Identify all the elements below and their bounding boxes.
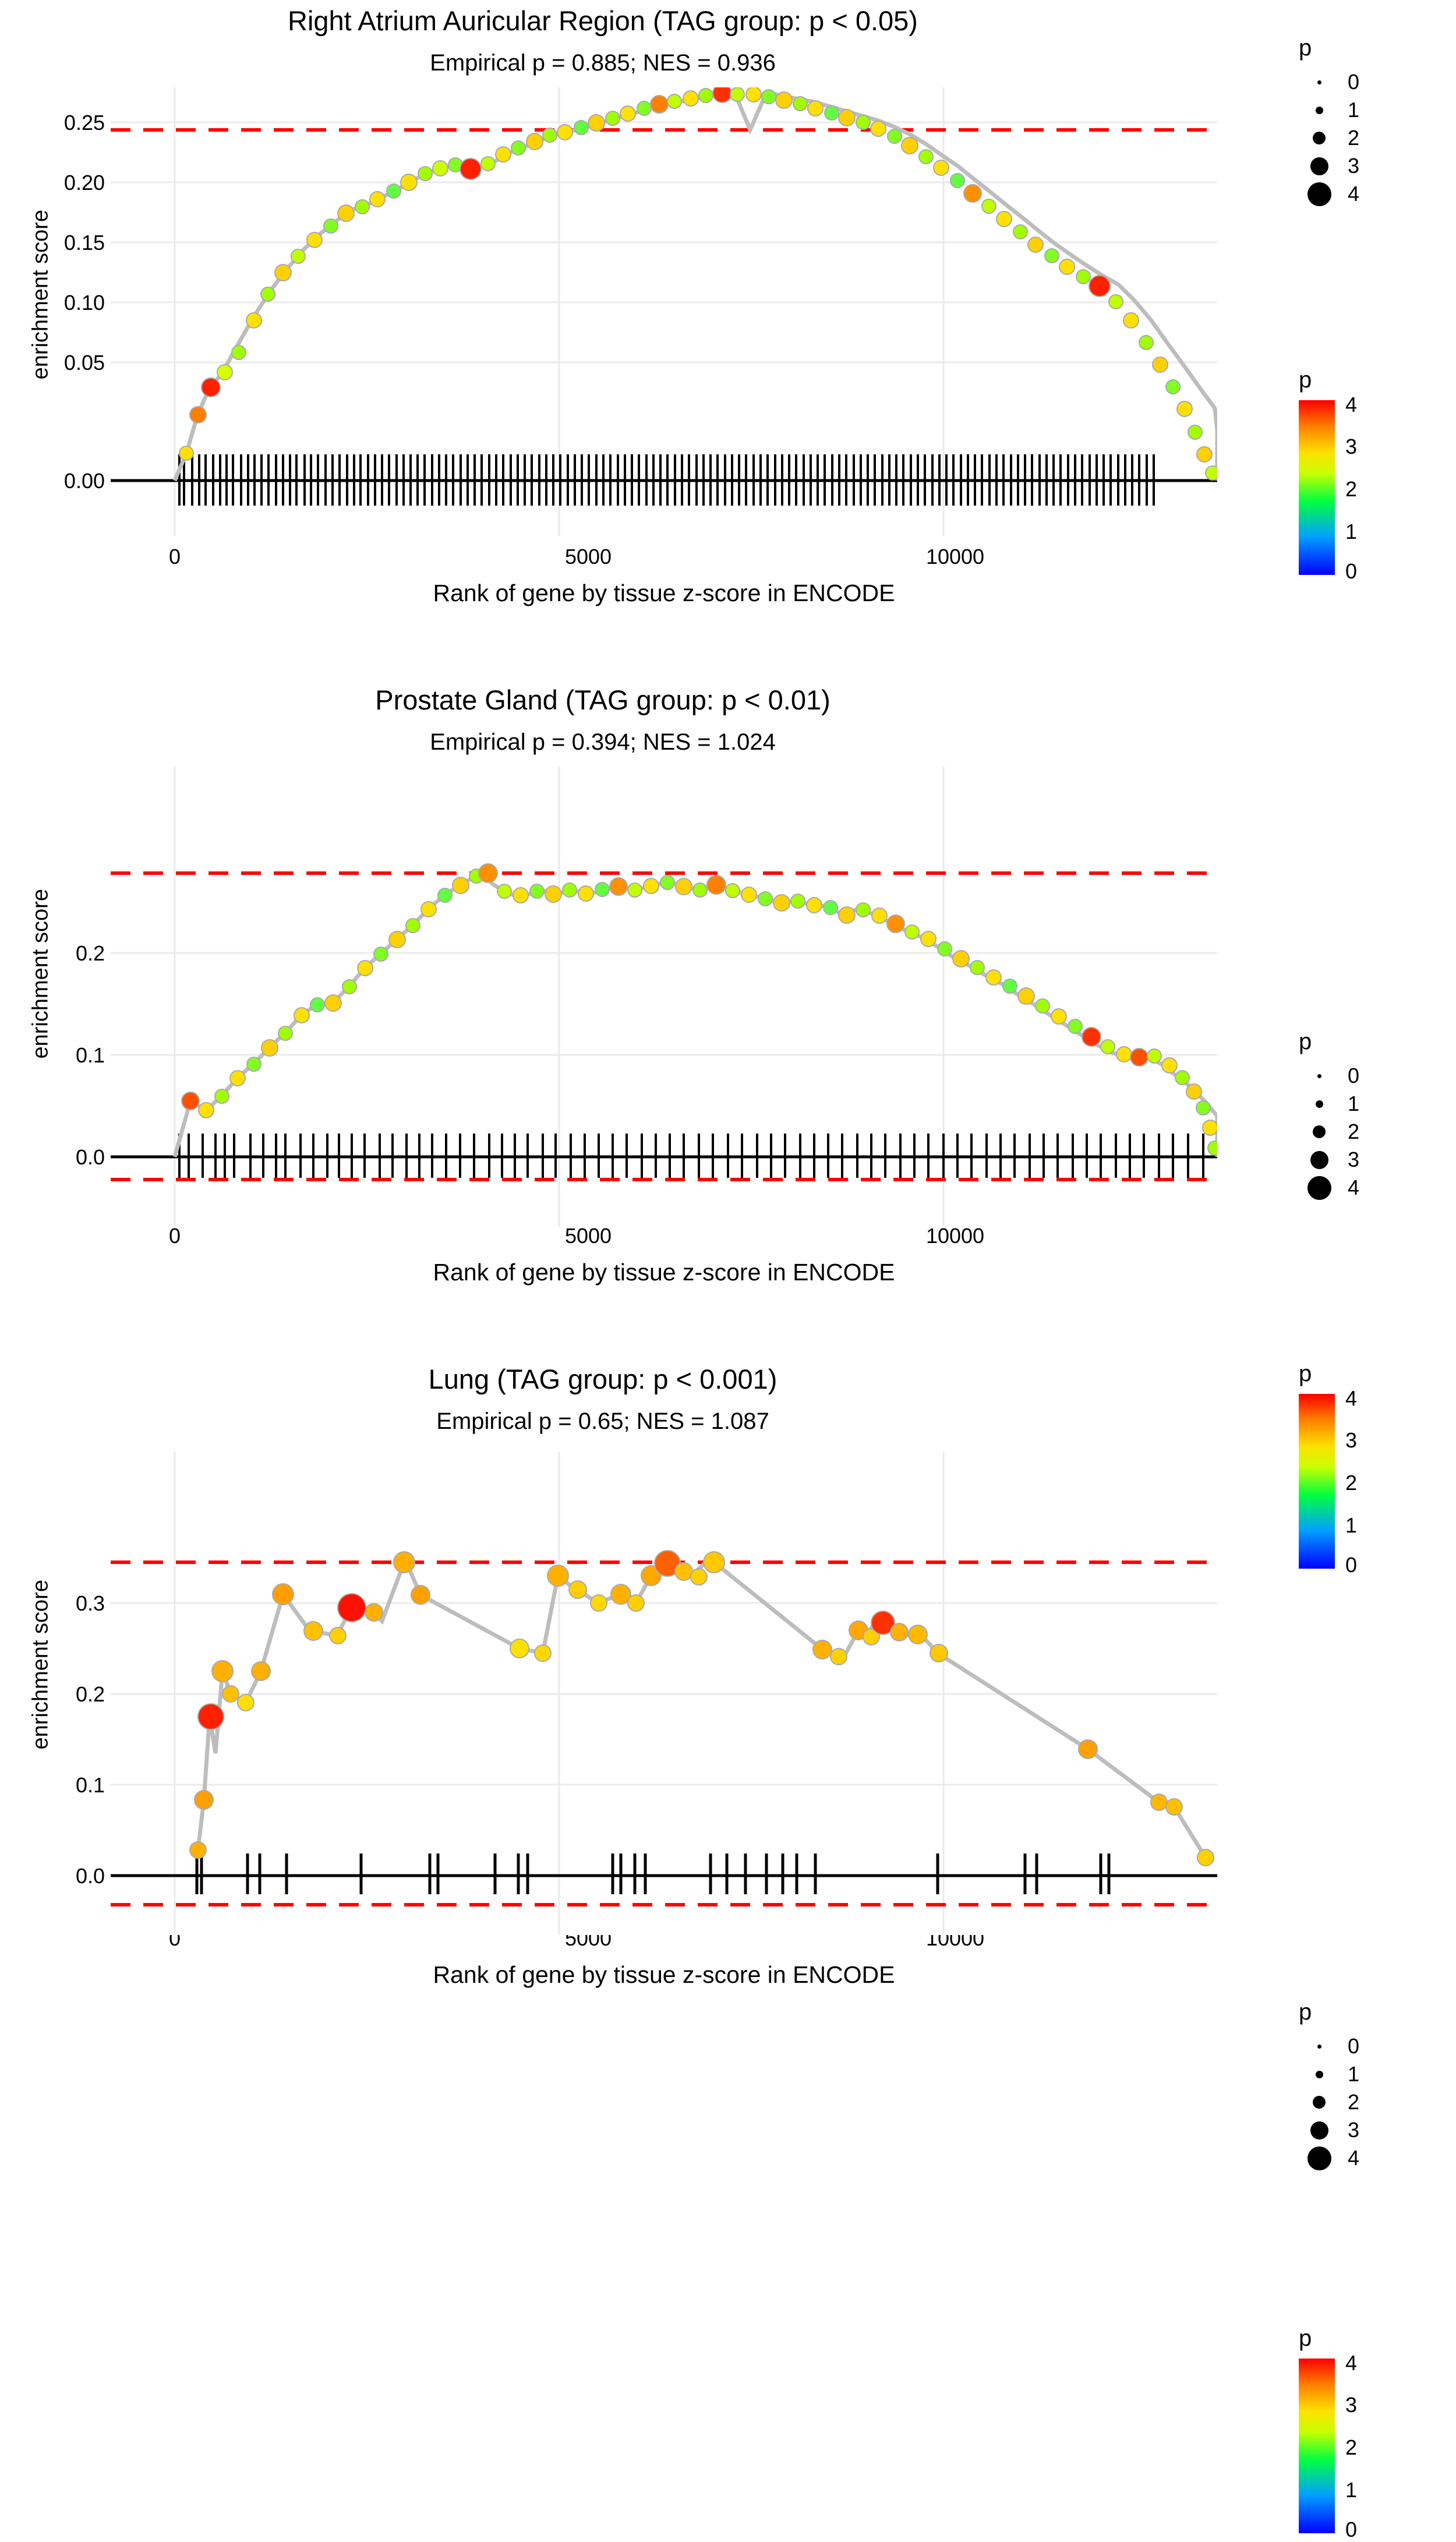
size-legend-title: p bbox=[1299, 1029, 1312, 1054]
legend-label: 0 bbox=[1348, 70, 1360, 94]
x-tick: 10000 bbox=[925, 1926, 985, 1950]
color-gradient-bar bbox=[1299, 400, 1335, 575]
x-tick: 0 bbox=[168, 1224, 181, 1248]
legend-item bbox=[1299, 1062, 1456, 1090]
legend-dot-icon bbox=[1299, 2121, 1340, 2139]
legend-dot-icon bbox=[1299, 132, 1340, 144]
color-tick: 3 bbox=[1345, 435, 1358, 458]
legend-item bbox=[1299, 2144, 1456, 2172]
panel-title: Prostate Gland (TAG group: p < 0.01) bbox=[375, 684, 831, 715]
y-tick: 0.25 bbox=[63, 111, 105, 135]
y-tick: 0.05 bbox=[63, 351, 105, 375]
y-tick: 0.2 bbox=[75, 1682, 105, 1706]
y-tick: 0.10 bbox=[63, 291, 105, 315]
color-tick: 2 bbox=[1345, 1471, 1358, 1495]
size-legend-title: p bbox=[1299, 35, 1312, 61]
legend-label: 1 bbox=[1348, 1092, 1360, 1115]
color-tick: 1 bbox=[1345, 2478, 1358, 2502]
color-tick: 1 bbox=[1345, 1513, 1358, 1537]
legend-dot-icon bbox=[1299, 2071, 1340, 2078]
x-axis-label: Rank of gene by tissue z-score in ENCODE bbox=[433, 1259, 895, 1286]
plot-canvas bbox=[111, 1452, 1217, 1935]
legend-item bbox=[1299, 96, 1456, 124]
plot-canvas bbox=[111, 767, 1217, 1227]
legend-item bbox=[1299, 152, 1456, 180]
legend-dot-icon bbox=[1299, 1125, 1340, 1138]
x-axis-label: Rank of gene by tissue z-score in ENCODE bbox=[433, 580, 895, 606]
x-tick: 5000 bbox=[564, 545, 612, 569]
legend-dot-icon bbox=[1299, 2096, 1340, 2109]
y-tick: 0.3 bbox=[75, 1591, 105, 1615]
size-legend-title: p bbox=[1299, 1999, 1312, 2025]
legend-label: 1 bbox=[1348, 98, 1360, 122]
panel-lung bbox=[0, 1358, 1456, 2541]
panel-subtitle: Empirical p = 0.65; NES = 1.087 bbox=[436, 1408, 769, 1434]
color-legend bbox=[1299, 367, 1456, 583]
color-legend-title: p bbox=[1299, 1361, 1312, 1386]
legend-item bbox=[1299, 180, 1456, 208]
legend-dot-icon bbox=[1299, 1074, 1340, 1078]
color-tick: 0 bbox=[1345, 559, 1358, 583]
color-tick: 3 bbox=[1345, 2393, 1358, 2417]
color-tick: 1 bbox=[1345, 520, 1358, 543]
y-tick: 0.00 bbox=[63, 469, 105, 493]
legend-label: 4 bbox=[1348, 1175, 1360, 1199]
color-tick: 0 bbox=[1345, 2518, 1358, 2541]
y-tick: 0.1 bbox=[75, 1773, 105, 1797]
legend-label: 3 bbox=[1348, 2118, 1360, 2142]
legend-dot-icon bbox=[1299, 2045, 1340, 2049]
y-axis-label: enrichment score bbox=[28, 210, 53, 380]
panel-title: Lung (TAG group: p < 0.001) bbox=[428, 1364, 778, 1394]
x-tick: 10000 bbox=[925, 1224, 985, 1248]
legend-item bbox=[1299, 1118, 1456, 1146]
legend-label: 2 bbox=[1348, 2090, 1360, 2114]
color-tick: 0 bbox=[1345, 1553, 1358, 1577]
legend-item bbox=[1299, 1174, 1456, 1202]
color-legend-title: p bbox=[1299, 2325, 1312, 2351]
x-tick: 5000 bbox=[564, 1224, 612, 1248]
y-axis-label: enrichment score bbox=[28, 1580, 53, 1750]
color-tick: 4 bbox=[1345, 1386, 1358, 1410]
y-tick: 0.0 bbox=[75, 1864, 105, 1888]
legend-label: 3 bbox=[1348, 1148, 1360, 1171]
panel-subtitle: Empirical p = 0.885; NES = 0.936 bbox=[430, 50, 776, 76]
legend-item bbox=[1299, 1090, 1456, 1118]
y-tick: 0.20 bbox=[63, 171, 105, 195]
color-tick: 4 bbox=[1345, 393, 1358, 416]
size-legend bbox=[1299, 1999, 1456, 2172]
x-tick: 5000 bbox=[564, 1926, 612, 1950]
size-legend bbox=[1299, 35, 1456, 208]
x-tick: 0 bbox=[168, 545, 181, 569]
color-legend bbox=[1299, 2325, 1456, 2541]
legend-item bbox=[1299, 1146, 1456, 1174]
legend-label: 4 bbox=[1348, 2146, 1360, 2170]
x-axis-label: Rank of gene by tissue z-score in ENCODE bbox=[433, 1961, 895, 1988]
color-tick: 3 bbox=[1345, 1428, 1358, 1452]
color-legend-ticks bbox=[1335, 2351, 1405, 2541]
color-tick: 4 bbox=[1345, 2351, 1358, 2375]
legend-dot-icon bbox=[1299, 107, 1340, 114]
legend-label: 0 bbox=[1348, 2034, 1360, 2058]
x-tick: 10000 bbox=[925, 545, 985, 569]
legend-dot-icon bbox=[1299, 2146, 1340, 2170]
panel-title: Right Atrium Auricular Region (TAG group: p < 0.05) bbox=[288, 5, 918, 36]
size-legend bbox=[1299, 1029, 1456, 1202]
color-legend-ticks bbox=[1335, 393, 1405, 583]
legend-dot-icon bbox=[1299, 1176, 1340, 1200]
legend-item bbox=[1299, 2060, 1456, 2088]
y-axis-label: enrichment score bbox=[28, 889, 53, 1059]
color-tick: 2 bbox=[1345, 2435, 1358, 2459]
plot-canvas bbox=[111, 87, 1217, 536]
legend-dot-icon bbox=[1299, 1151, 1340, 1169]
color-gradient-bar bbox=[1299, 2359, 1335, 2533]
legend-dot-icon bbox=[1299, 157, 1340, 175]
y-tick: 0.0 bbox=[75, 1145, 105, 1169]
y-tick: 0.1 bbox=[75, 1043, 105, 1067]
legend-item bbox=[1299, 2032, 1456, 2060]
legend-label: 3 bbox=[1348, 154, 1360, 178]
legend-dot-icon bbox=[1299, 80, 1340, 84]
color-tick: 2 bbox=[1345, 477, 1358, 501]
panel-right-atrium bbox=[0, 0, 1456, 679]
legend-label: 2 bbox=[1348, 1120, 1360, 1143]
legend-label: 4 bbox=[1348, 182, 1360, 206]
color-legend-title: p bbox=[1299, 367, 1312, 393]
y-tick: 0.15 bbox=[63, 231, 105, 255]
legend-item bbox=[1299, 2116, 1456, 2144]
legend-label: 0 bbox=[1348, 1064, 1360, 1088]
legend-item bbox=[1299, 124, 1456, 152]
panel-subtitle: Empirical p = 0.394; NES = 1.024 bbox=[430, 729, 776, 755]
legend-label: 1 bbox=[1348, 2062, 1360, 2086]
x-tick: 0 bbox=[168, 1926, 181, 1950]
y-tick: 0.2 bbox=[75, 941, 105, 965]
legend-item bbox=[1299, 68, 1456, 96]
legend-dot-icon bbox=[1299, 1100, 1340, 1108]
legend-dot-icon bbox=[1299, 182, 1340, 206]
legend-label: 2 bbox=[1348, 126, 1360, 150]
legend-item bbox=[1299, 2088, 1456, 2116]
